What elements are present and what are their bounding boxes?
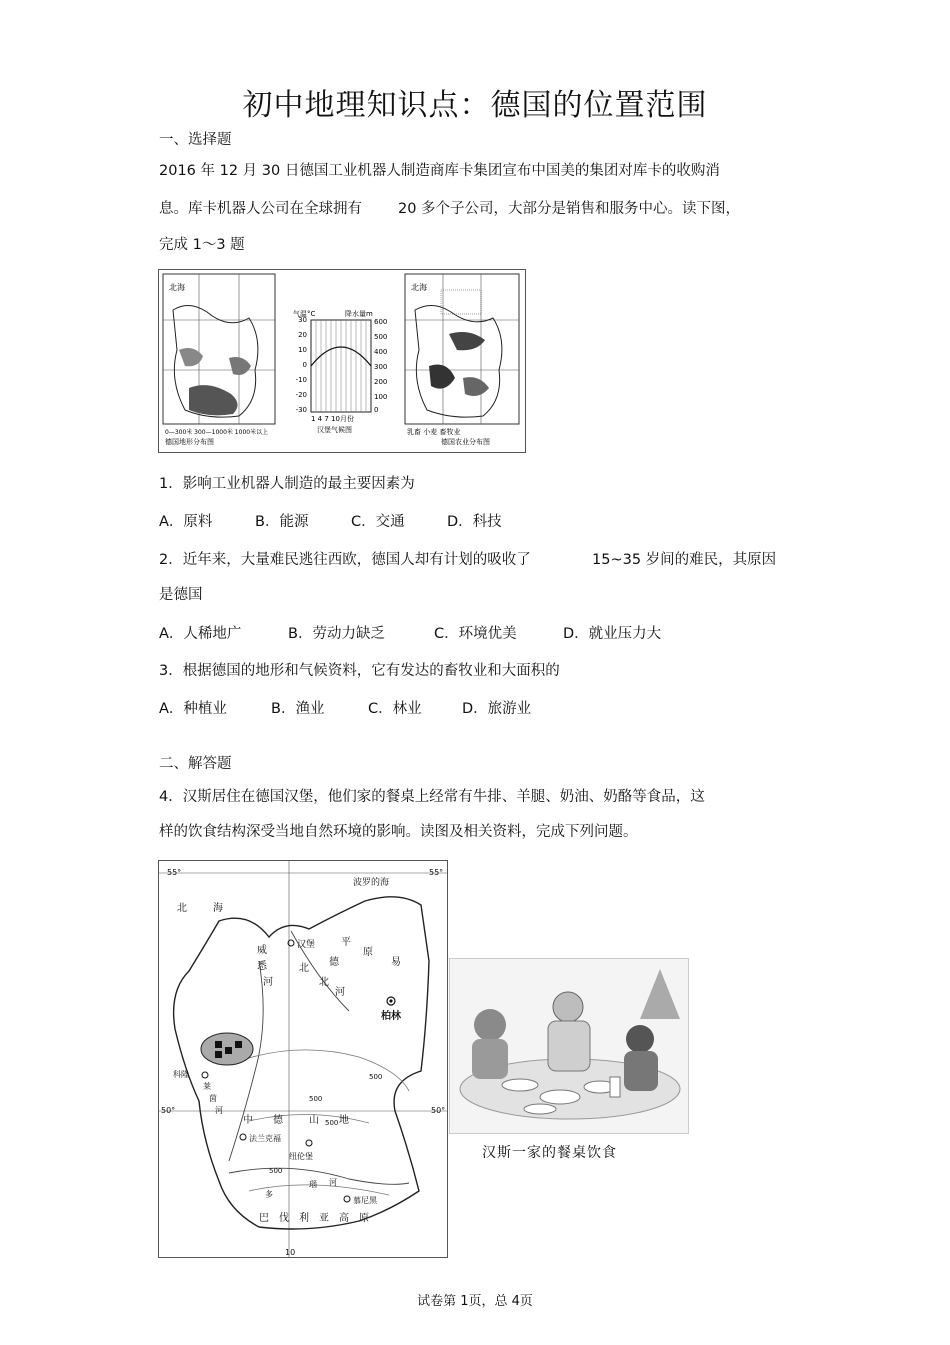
map-label: 德 <box>273 1115 283 1126</box>
photo-caption: 汉斯一家的餐桌饮食 <box>482 1145 617 1161</box>
intro-line-3: 完成 1～3 题 <box>159 237 245 253</box>
map-label: 原 <box>359 1213 369 1224</box>
question-1-stem: 1．影响工业机器人制造的最主要因素为 <box>159 476 415 492</box>
climate-precip-tick: 400 <box>374 348 388 356</box>
map-label-city: 法兰克福 <box>249 1134 281 1143</box>
question-2-options <box>159 622 661 643</box>
q1-option-a[interactable]: A．原料 <box>159 514 213 530</box>
question-4-line-2: 样的饮食结构深受当地自然环境的影响。读图及相关资料，完成下列问题。 <box>159 824 638 840</box>
q3-option-d[interactable]: D．旅游业 <box>462 701 532 717</box>
map-label-city: 纽伦堡 <box>289 1152 313 1161</box>
q3-option-b[interactable]: B．渔业 <box>271 701 325 717</box>
intro-line-2b: 20 多个子公司，大部分是销售和服务中心。读下图， <box>398 201 741 217</box>
climate-temp-tick: 30 <box>298 316 307 324</box>
right-map-sea-label: 北海 <box>411 283 427 292</box>
contour-label: 500 <box>309 1095 323 1103</box>
figure-germany-maps <box>158 269 526 453</box>
section-heading-answer: 二、解答题 <box>159 756 232 772</box>
q2-option-b[interactable]: B．劳动力缺乏 <box>288 626 385 642</box>
climate-precip-tick: 200 <box>374 378 388 386</box>
map-label: 伐 <box>279 1213 289 1224</box>
q3-option-a[interactable]: A．种植业 <box>159 701 227 717</box>
right-map-caption: 德国农业分布图 <box>441 438 490 446</box>
map-label-city: 慕尼黑 <box>353 1196 377 1205</box>
climate-month-ticks: 1 4 7 10月份 <box>311 415 354 423</box>
map-label: 河 <box>335 987 345 998</box>
map-label: 多 <box>265 1190 273 1199</box>
q1-option-d[interactable]: D．科技 <box>447 514 502 530</box>
climate-temp-tick: -30 <box>295 406 307 414</box>
climate-temp-tick: 0 <box>302 361 307 369</box>
map-label: 原 <box>363 947 373 958</box>
climate-temp-tick: -10 <box>295 376 307 384</box>
climate-temp-label: 气温°C <box>293 310 316 318</box>
map-label: 地 <box>339 1115 349 1126</box>
map-label: 平 <box>341 937 351 948</box>
map-label: 利 <box>299 1213 309 1224</box>
climate-temp-tick: 10 <box>298 346 307 354</box>
q2-option-a[interactable]: A．人稀地广 <box>159 626 242 642</box>
climate-temp-tick: -20 <box>295 391 307 399</box>
lat-label: 55° <box>429 868 444 877</box>
section-heading-choice: 一、选择题 <box>159 132 232 148</box>
map-label-city: 科隆 <box>173 1070 189 1079</box>
map-label: 易 <box>391 957 401 968</box>
q2-option-d[interactable]: D．就业压力大 <box>563 626 662 642</box>
lat-label: 50° <box>161 1106 176 1115</box>
left-map-legend: 0—300米 300—1000米 1000米以上 <box>165 429 269 436</box>
question-4-line-1: 4．汉斯居住在德国汉堡，他们家的餐桌上经常有牛排、羊腿、奶油、奶酪等食品，这 <box>159 789 705 805</box>
map-label: 中 <box>243 1115 253 1126</box>
map-label: 北 <box>177 903 187 914</box>
family-dinner-illustration <box>450 959 688 1133</box>
left-map-caption: 德国地形分布图 <box>165 438 214 446</box>
q1-option-b[interactable]: B．能源 <box>255 514 309 530</box>
map-label: 德 <box>329 957 339 968</box>
q2-option-c[interactable]: C．环境优美 <box>434 626 517 642</box>
map-label: 莱 <box>203 1082 211 1091</box>
map-label: 河 <box>263 977 273 988</box>
contour-label: 500 <box>369 1073 383 1081</box>
climate-precip-tick: 600 <box>374 318 388 326</box>
right-map-legend: 乳畜 小麦 畜牧业 <box>407 428 461 436</box>
climate-precip-label: 降水量m <box>345 310 373 318</box>
map-label: 高 <box>339 1213 349 1224</box>
map-label: 悉 <box>257 961 267 972</box>
map-label: 威 <box>257 945 267 956</box>
map-label: 海 <box>213 903 223 914</box>
climate-precip-tick: 300 <box>374 363 388 371</box>
contour-label: 500 <box>269 1167 283 1175</box>
map-label: 茵 <box>209 1094 217 1103</box>
figure-germany-maps-svg <box>159 270 525 452</box>
left-map-sea-label: 北海 <box>169 283 185 292</box>
lon-label: 10 <box>285 1248 296 1257</box>
climate-temp-tick: 20 <box>298 331 307 339</box>
map-label-capital: 柏林 <box>381 1011 401 1022</box>
question-3-stem: 3．根据德国的地形和气候资料，它有发达的畜牧业和大面积的 <box>159 663 560 679</box>
climate-caption: 汉堡气候图 <box>317 426 352 434</box>
map-label: 河 <box>329 1178 337 1187</box>
map-label: 瑙 <box>309 1180 317 1189</box>
intro-line-1: 2016 年 12 月 30 日德国工业机器人制造商库卡集团宣布中国美的集团对库卡的收购消 <box>159 163 720 179</box>
map-label: 河 <box>215 1106 223 1115</box>
question-2-stem-b: 15~35 岁间的难民，其原因 <box>592 552 777 568</box>
q3-option-c[interactable]: C．林业 <box>368 701 422 717</box>
question-3-options <box>159 697 531 718</box>
question-2-stem-c: 是德国 <box>159 587 203 603</box>
question-1-options <box>159 510 502 531</box>
page-title: 初中地理知识点：德国的位置范围 <box>242 88 708 123</box>
map-label: 巴 <box>259 1213 269 1224</box>
lat-label: 50° <box>431 1106 446 1115</box>
climate-precip-tick: 100 <box>374 393 388 401</box>
family-dinner-photo <box>449 958 689 1134</box>
map-label: 北 <box>319 977 329 988</box>
intro-line-2a: 息。库卡机器人公司在全球拥有 <box>159 201 362 217</box>
page-footer: 试卷第 1页，总 4页 <box>417 1294 533 1309</box>
germany-map-svg <box>159 861 447 1257</box>
lat-label: 55° <box>167 868 182 877</box>
contour-label: 500 <box>325 1119 339 1127</box>
germany-map <box>158 860 448 1258</box>
map-label: 北 <box>299 963 309 974</box>
climate-precip-tick: 0 <box>374 406 379 414</box>
map-label-city: 汉堡 <box>297 940 316 950</box>
question-2-stem-a: 2．近年来，大量难民逃往西欧，德国人却有计划的吸收了 <box>159 552 531 568</box>
map-label: 亚 <box>319 1213 329 1224</box>
climate-precip-tick: 500 <box>374 333 388 341</box>
map-label: 山 <box>309 1115 319 1126</box>
map-label: 波罗的海 <box>353 878 390 888</box>
q1-option-c[interactable]: C．交通 <box>351 514 405 530</box>
